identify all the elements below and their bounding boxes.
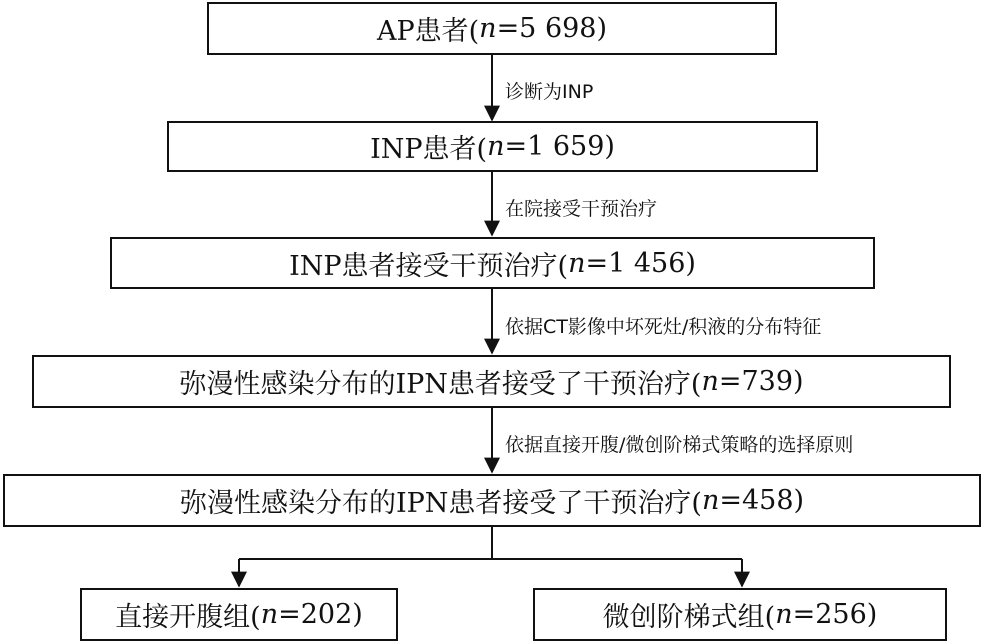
node-ipn-458: 弥漫性感染分布的IPN患者接受了干预治疗( n =458) <box>3 474 981 527</box>
edge-label-ct-features: 依据CT影像中坏死灶/积液的分布特征 <box>505 316 822 338</box>
node-inp-patients: INP患者( n =1 659) <box>167 121 818 172</box>
edge-label-diagnosed-inp: 诊断为INP <box>505 81 594 103</box>
node-ap-patients: AP患者( n =5 698) <box>207 2 777 55</box>
edge-label-strategy-principle: 依据直接开腹/微创阶梯式策略的选择原则 <box>505 434 854 456</box>
edge-label-in-hospital: 在院接受干预治疗 <box>505 198 658 220</box>
node-inp-treated: INP患者接受干预治疗( n =1 456) <box>110 237 875 289</box>
node-open-surgery-group: 直接开腹组( n =202) <box>80 588 398 641</box>
node-minimal-step-group: 微创阶梯式组( n =256) <box>533 588 947 641</box>
node-ipn-739: 弥漫性感染分布的IPN患者接受了干预治疗( n =739) <box>32 355 951 408</box>
